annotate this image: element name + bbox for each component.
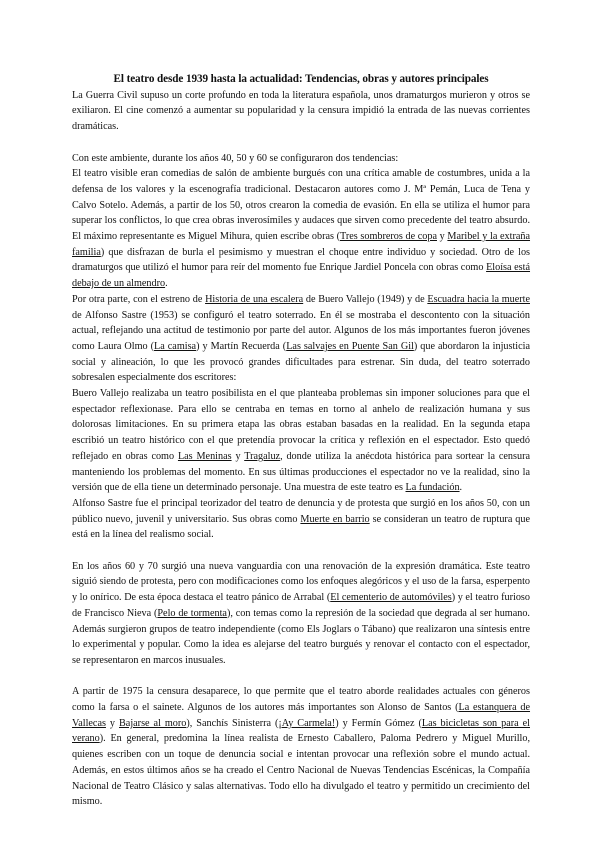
work-title: Las Meninas (177, 450, 232, 462)
paragraph-alfonso-sastre: Alfonso Sastre fue el principal teorizador del teatro de denuncia y de protesta que surgió en los años 50, con un público nuevo, juvenil y universitario. Sus obras como Muerte en barrio se consideran un teatro de ruptura que está en la línea del realismo social. (72, 497, 530, 541)
paragraph-teatro-visible: El teatro visible eran comedias de salón de ambiente burgués con una crítica amable de costumbres, unida a la defensa de los valores y la escenografía tradicional. Destacaron autores como J. Mª Pemán, Luca de Tena y Calvo Sotelo. Además, a partir de los 50, otros crearon la comedia de evasión. En ella se utiliza el humor para superar los conflictos, lo que crea obras inverosímiles y audaces que sirven como precedente del teatro absurdo. El máximo representante es Miguel Mihura, quien escribe obras (Tres sombreros de copa y Maribel y la extraña familia) que disfrazan de burla el pesimismo y muestran el choque entre individuo y sociedad. Otro de los dramaturgos que utilizó el humor para reír del momento fue Enrique Jardiel Poncela con obras como Eloísa está debajo de un almendro. (72, 168, 531, 290)
work-title: Escuadra hacia la muerte (427, 293, 530, 305)
work-title: La fundación (405, 482, 460, 494)
work-title: ¡Ay Carmela! (278, 717, 336, 729)
work-title: Muerte en barrio (300, 513, 370, 525)
work-title: Las bicicletas son para el verano (72, 717, 530, 745)
paragraph-buero-vallejo: Buero Vallejo realizaba un teatro posibilista en el que planteaba problemas sin imponer soluciones para que el espectador reflexionase. Para ello se centraba en temas en torno al anhelo de realización humana y sus dolorosas limitaciones. En su primera etapa las obras estaban basadas en la realidad. En la segunda etapa escribió un teatro histórico con el que pretendía provocar la crítica y reflexión en el espectador. Esto quedó reflejado en obras como Las Meninas y Tragaluz, donde utiliza la anécdota histórica para sortear la censura manteniendo los problemas del momento. En sus últimas producciones el espectador no ve la realidad, sino la versión que de ella tiene un determinado personaje. Una muestra de este teatro es La fundación. (72, 388, 530, 494)
work-title: Maribel y la extraña familia (72, 231, 531, 258)
document-page (72, 72, 530, 810)
tendencias-intro: Con este ambiente, durante los años 40, 50 y 60 se configuraron dos tendencias: (72, 152, 399, 164)
paragraph-teatro-soterrado: Por otra parte, con el estreno de Historia de una escalera de Buero Vallejo (1949) y de Escuadra hacia la muerte de Alfonso Sastre (1953) se configuró el teatro soterrado. En él se mostraba el descontento con la situación actual, reflejando una actitud de testimonio por parte del autor. Algunos de los más importantes fueron jóvenes como Laura Olmo (La camisa) y Martín Recuerda (Las salvajes en Puente San Gil) que abordaron la injusticia social y alineación, lo que les provocó grandes dificultades para estrenar. Sin duda, del teatro soterrado sobresalen especialmente dos escritores: (72, 293, 531, 384)
work-title: Historia de una escalera (205, 293, 304, 305)
work-title: Tragaluz (244, 450, 281, 462)
page-title: El teatro desde 1939 hasta la actualidad: Tendencias, obras y autores principales (113, 73, 489, 85)
work-title: Tres sombreros de copa (340, 231, 437, 243)
work-title: La estanquera de Vallecas (72, 702, 531, 729)
paragraph-desde-1975: A partir de 1975 la censura desaparece, lo que permite que el teatro aborde realidades actuales con géneros como la farsa o el sainete. Algunos de los autores más importantes son Alonso de Santos (La estanquera de Vallecas y Bajarse al moro), Sanchís Sinisterra (¡Ay Carmela!) y Fermín Gómez (Las bicicletas son para el verano). En general, predomina la línea realista de Ernesto Caballero, Paloma Pedrero y Miguel Murillo, quienes escriben con un toque de denuncia social e intentan provocar una reflexión sobre el mundo actual. Además, en estos últimos años se ha creado el Centro Nacional de Nuevas Tendencias Escénicas, la Compañía Nacional de Teatro Clásico y salas alternativas. Todo ello ha divulgado el teatro y permitido un crecimiento del mismo. (72, 686, 531, 808)
paragraph-gap (72, 669, 530, 685)
work-title: La camisa (154, 340, 197, 352)
work-title: Eloísa está debajo de un almendro (72, 262, 531, 290)
work-title: Bajarse al moro (119, 717, 187, 729)
work-title: Pelo de tormenta (157, 607, 227, 619)
intro-paragraph: La Guerra Civil supuso un corte profundo en toda la literatura española, unos dramaturgos murieron y otros se exiliaron. El cine comenzó a aumentar su popularidad y la censura impidió la entrada de las nuevas corrientes dramáticas. (72, 89, 530, 133)
paragraph-gap (72, 135, 530, 151)
paragraph-gap (72, 543, 530, 559)
work-title: Las salvajes en Puente San Gil (286, 340, 414, 352)
paragraph-anos-60-70: En los años 60 y 70 surgió una nueva vanguardia con una renovación de la expresión dramática. Este teatro siguió siendo de protesta, pero con modificaciones como los enfoques alegóricos y el uso de la farsa, esperpento y lo onírico. De esta época destaca el teatro pánico de Arrabal (El cementerio de automóviles) y el teatro furioso de Francisco Nieva (Pelo de tormenta), con temas como la represión de la sociedad que degrada al ser humano. Además surgieron grupos de teatro independiente (como Els Joglars o Tábano) que realizaron una síntesis entre lo experimental y popular. Como la idea es alejarse del teatro burgués y renovar el contacto con el espectador, se representaron en marcos inusuales. (72, 560, 530, 666)
work-title: El cementerio de automóviles (330, 592, 452, 604)
